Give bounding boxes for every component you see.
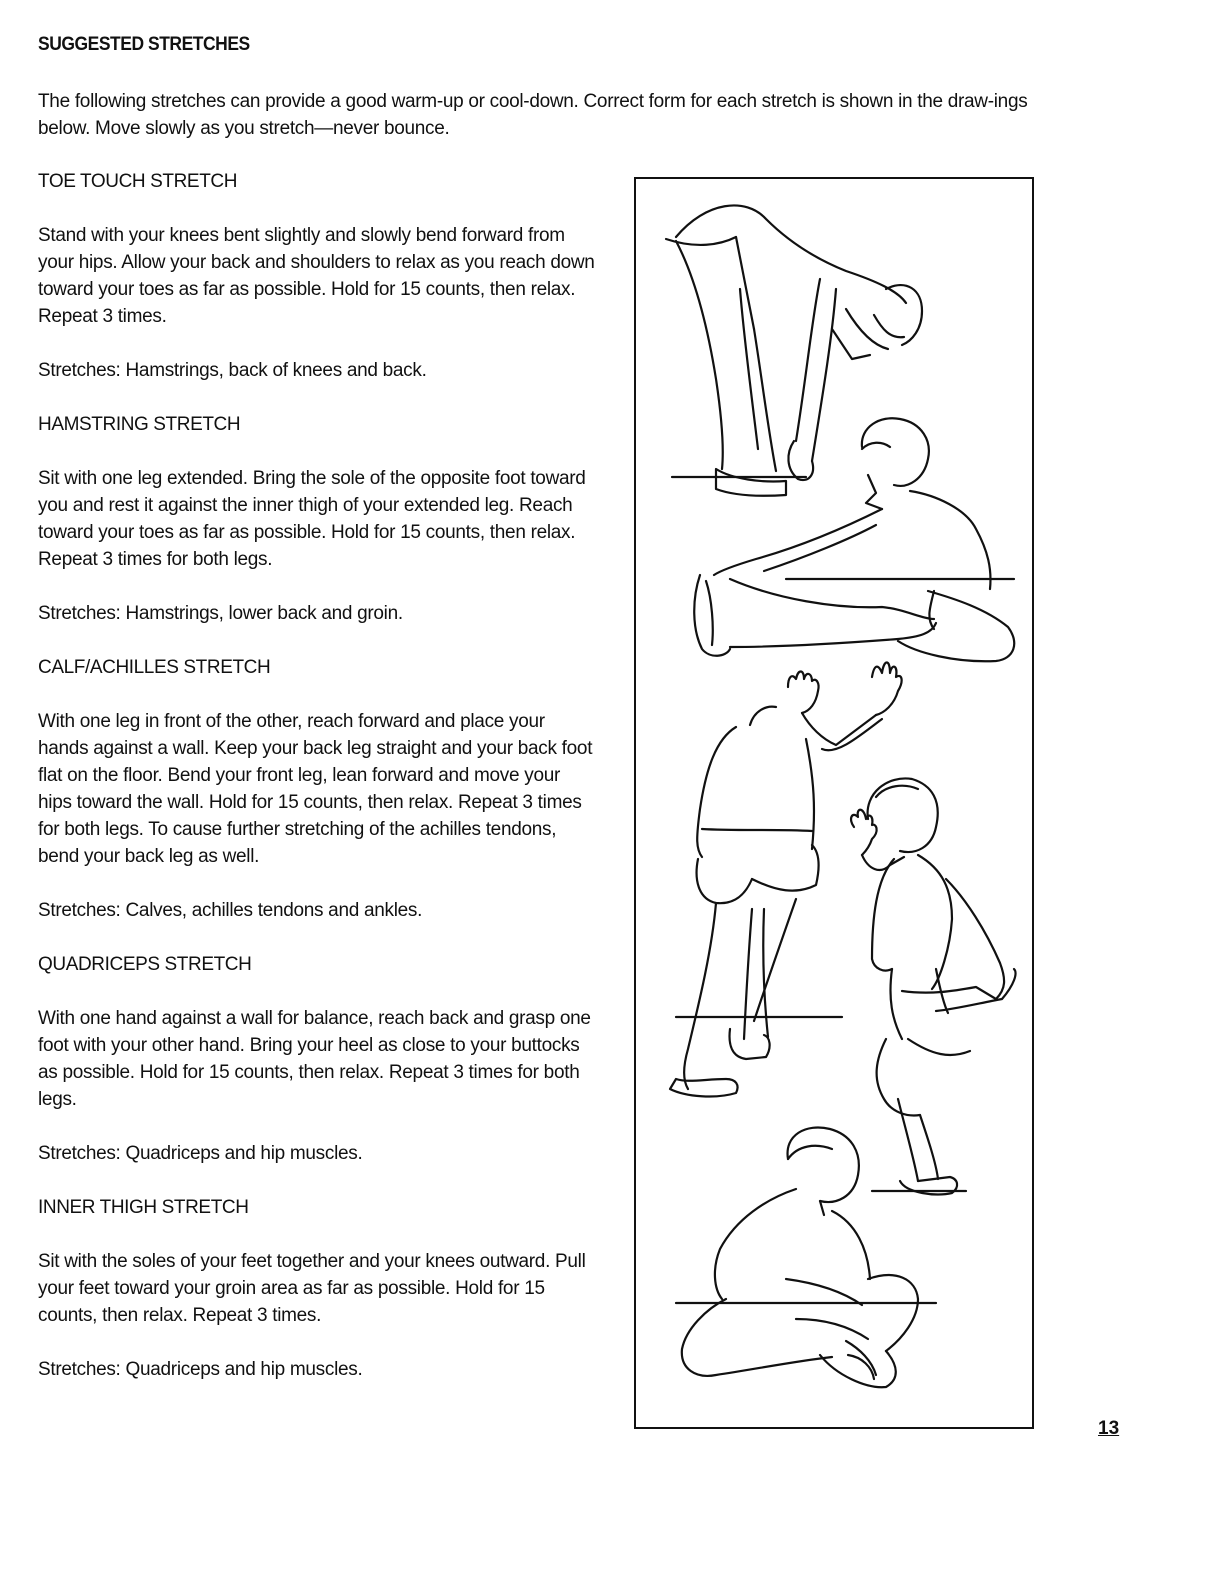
section-title: INNER THIGH STRETCH xyxy=(38,1197,249,1218)
toe-touch-figure xyxy=(666,205,922,495)
section-targets: Stretches: Quadriceps and hip muscles. xyxy=(38,1143,363,1164)
section-targets: Stretches: Hamstrings, lower back and groin. xyxy=(38,603,403,624)
stretch-illustrations-panel xyxy=(634,177,1034,1429)
page-number: 13 xyxy=(1098,1418,1120,1439)
section-targets: Stretches: Hamstrings, back of knees and back. xyxy=(38,360,427,381)
intro-paragraph: The following stretches can provide a good warm-up or cool-down. Correct form for each stretch is shown in the draw-ings below. Move slowly as you stretch—never bounce. xyxy=(38,91,1028,139)
section-description: Stand with your knees bent slightly and slowly bend forward from your hips. Allow your back and shoulders to relax as you reach down toward your toes as far as possible. Hold for 15 counts, then relax. Repeat 3 times. xyxy=(38,225,595,327)
stretch-illustrations xyxy=(636,179,1032,1427)
section-title: HAMSTRING STRETCH xyxy=(38,414,241,435)
calf-achilles-figure xyxy=(670,663,902,1097)
hamstring-figure xyxy=(694,418,1014,661)
section-description: Sit with one leg extended. Bring the sole of the opposite foot toward you and rest it against the inner thigh of your extended leg. Reach toward your toes as far as possible. Hold for 15 counts, then relax. Repeat 3 times for both legs. xyxy=(38,468,586,570)
section-quadriceps xyxy=(38,951,598,1167)
section-title: CALF/ACHILLES STRETCH xyxy=(38,657,271,678)
section-title: TOE TOUCH STRETCH xyxy=(38,171,238,192)
section-toe-touch xyxy=(38,168,598,384)
inner-thigh-figure xyxy=(676,1127,936,1387)
section-title: QUADRICEPS STRETCH xyxy=(38,954,252,975)
section-hamstring xyxy=(38,411,598,627)
section-description: With one leg in front of the other, reach forward and place your hands against a wall. Keep your back leg straight and your back foot flat on the floor. Bend your front leg, lean forward and move your hips toward the wall. Hold for 15 counts, then relax. Repeat 3 times for both legs. To cause further stretching of the achilles tendons, bend your back leg as well. xyxy=(38,711,593,867)
stretch-instructions xyxy=(38,168,598,1383)
page-title: SUGGESTED STRETCHES xyxy=(38,34,250,55)
section-description: Sit with the soles of your feet together and your knees outward. Pull your feet toward your groin area as far as possible. Hold for 15 counts, then relax. Repeat 3 times. xyxy=(38,1251,586,1326)
quadriceps-figure xyxy=(851,778,1015,1194)
section-targets: Stretches: Calves, achilles tendons and ankles. xyxy=(38,900,423,921)
section-targets: Stretches: Quadriceps and hip muscles. xyxy=(38,1359,363,1380)
section-inner-thigh xyxy=(38,1194,598,1383)
section-calf-achilles xyxy=(38,654,598,924)
section-description: With one hand against a wall for balance, reach back and grasp one foot with your other hand. Bring your heel as close to your buttocks as possible. Hold for 15 counts, then relax. Repeat 3 times for both legs. xyxy=(38,1008,591,1110)
